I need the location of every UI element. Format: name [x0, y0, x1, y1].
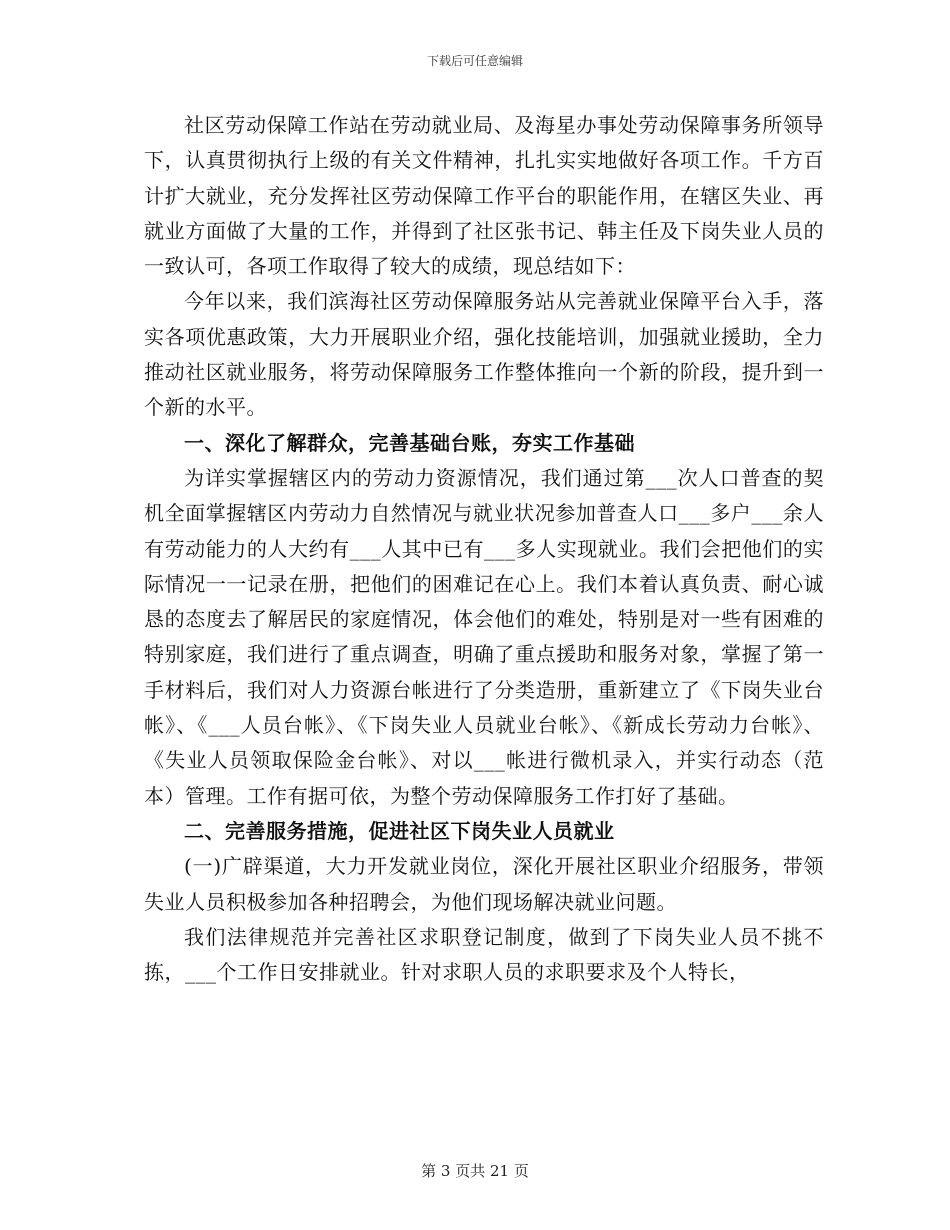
- page-number: 第 3 页共 21 页: [421, 1162, 529, 1180]
- document-body: [144, 108, 824, 990]
- section-2-heading: 二、完善服务措施，促进社区下岗失业人员就业: [184, 818, 615, 843]
- intro-paragraph-1: 社区劳动保障工作站在劳动就业局、及海星办事处劳动保障事务所领导下，认真贯彻执行上级的有关文件精神，扎扎实实地做好各项工作。千方百计扩大就业，充分发挥社区劳动保障工作平台的职能作用，在辖区失业、再就业方面做了大量的工作，并得到了社区张书记、韩主任及下岗失业人员的一致认可，各项工作取得了较大的成绩，现总结如下：: [144, 113, 824, 279]
- intro-paragraph-2: 今年以来，我们滨海社区劳动保障服务站从完善就业保障平台入手，落实各项优惠政策，大力开展职业介绍，强化技能培训，加强就业援助，全力推动社区就业服务，将劳动保障服务工作整体推向一个新的阶段，提升到一个新的水平。: [144, 289, 824, 420]
- section-1-paragraph: 为详实掌握辖区内的劳动力资源情况，我们通过第___次人口普查的契机全面掌握辖区内劳动力自然情况与就业状况参加普查人口___多户___余人有劳动能力的人大约有___人其中已有___多人实现就业。我们会把他们的实际情况一一记录在册，把他们的困难记在心上。我们本着认真负责、耐心诚恳的态度去了解居民的家庭情况，体会他们的难处，特别是对一些有困难的特别家庭，我们进行了重点调查，明确了重点援助和服务对象，掌握了第一手材料后，我们对人力资源台帐进行了分类造册，重新建立了《下岗失业台帐》、《___人员台帐》、《下岗失业人员就业台帐》、《新成长劳动力台帐》、《失业人员领取保险金台帐》、对以___帐进行微机录入，并实行动态（范本）管理。工作有据可依，为整个劳动保障服务工作打好了基础。: [144, 465, 824, 808]
- section-2-paragraph-2: 我们法律规范并完善社区求职登记制度，做到了下岗失业人员不挑不拣，___个工作日安排就业。针对求职人员的求职要求及个人特长，: [144, 924, 824, 985]
- section-2-paragraph-1: (一)广辟渠道，大力开发就业岗位，深化开展社区职业介绍服务，带领失业人员积极参加各种招聘会，为他们现场解决就业问题。: [144, 854, 824, 914]
- section-1-heading: 一、深化了解群众，完善基础台账，夯实工作基础: [184, 430, 635, 455]
- page-header: 下载后可任意编辑: [426, 54, 523, 68]
